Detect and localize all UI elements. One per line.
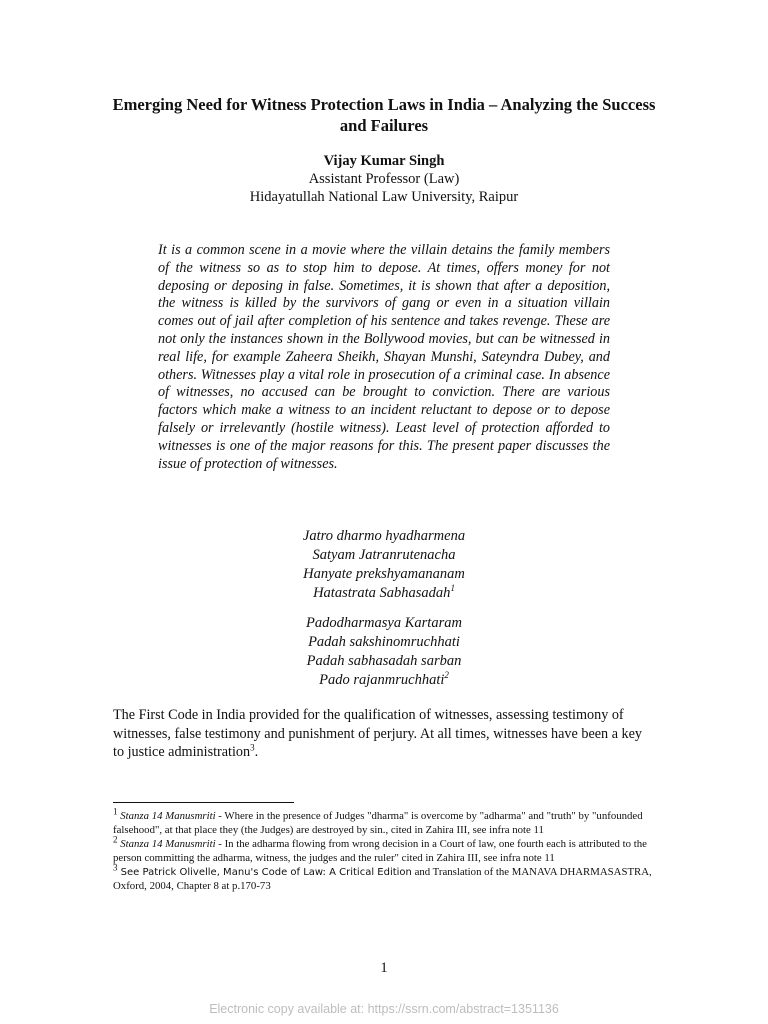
footnote-2: $^2$ Stanza 14 Manusmriti - In the adharma flowing from wrong decision in a Court of law, one fourth each is attributed to the person committing the adharma, witness, the judges and the ruler" cited in Zahira III, see infra note 11	[113, 834, 647, 864]
verse-line: Padah sakshinomruchhati	[308, 634, 460, 650]
footnote-3: $^3$ See Patrick Olivelle, Manu's Code of Law: A Critical Edition and Translation of the MANAVA DHARMASASTRA, Oxford, 2004, Chapter 8 at p.170-73	[113, 862, 652, 892]
abstract: It is a common scene in a movie where the villain detains the family members of the witness so as to stop him to depose. At times, offers money for not deposing or deposing in false. Sometimes, it is shown that after a deposition, the witness is killed by the survivors of gang or even in a situation villain comes out of jail after completion of his sentence and takes revenge. These are not only the instances shown in the Bollywood movies, but can be witnessed in real life, for example Zaheera Sheikh, Shayan Munshi, Sateyndra Dubey, and others. Witnesses play a vital role in prosecution of a criminal case. In absence of witnesses, no accused can be brought to conviction. There are various factors which make a witness to an incident reluctant to depose or to depose falsely or irrelevantly (hostile witness). Least level of protection afforded to witnesses is one of the major reasons for this. The present paper discusses the issue of protection of witnesses.	[158, 242, 610, 472]
footnotes	[113, 806, 656, 895]
verse-line: Padah sabhasadah sarban	[306, 653, 462, 669]
author-affiliation: Hidayatullah National Law University, Raipur	[249, 189, 519, 205]
ssrn-notice[interactable]: Electronic copy available at: https://ssrn.com/abstract=1351136	[209, 1002, 559, 1016]
verse-line: Satyam Jatranrutenacha	[312, 547, 456, 563]
paper-title: Emerging Need for Witness Protection Laws in India – Analyzing the Success and Failures	[112, 95, 656, 135]
author-name: Vijay Kumar Singh	[323, 153, 445, 169]
page-number: 1	[380, 960, 388, 976]
verse-line: Pado rajanmruchhati$^2$	[319, 670, 449, 688]
verse-line: Hanyate prekshyamananam	[303, 566, 465, 582]
verse-line: Jatro dharmo hyadharmena	[302, 528, 466, 544]
footnote-ref-3[interactable]: 3	[250, 742, 255, 753]
footnote-ref-2[interactable]: 2	[444, 670, 449, 681]
verse-stanza-2	[200, 614, 568, 690]
verse-line: Hatastrata Sabhasadah$^1$	[313, 583, 455, 601]
footnote-divider	[113, 802, 294, 803]
author-position: Assistant Professor (Law)	[308, 171, 460, 187]
verse-line: Padodharmasya Kartaram	[306, 615, 462, 631]
footnote-1: $^1$ Stanza 14 Manusmriti - Where in the presence of Judges "dharma" is overcome by "adharma" and "truth" by "unfounded falsehood", at that place they (the Judges) are destroyed by sin., cited in Zahira III, see infra note 11	[113, 806, 643, 836]
verse-stanza-1	[200, 527, 568, 603]
body-paragraph: The First Code in India provided for the qualification of witnesses, assessing testimony of witnesses, false testimony and punishment of perjury. At all times, witnesses have been a key to justice administration$^3$.	[113, 707, 643, 760]
footnote-ref-1[interactable]: 1	[450, 583, 455, 594]
author-block	[100, 152, 668, 206]
